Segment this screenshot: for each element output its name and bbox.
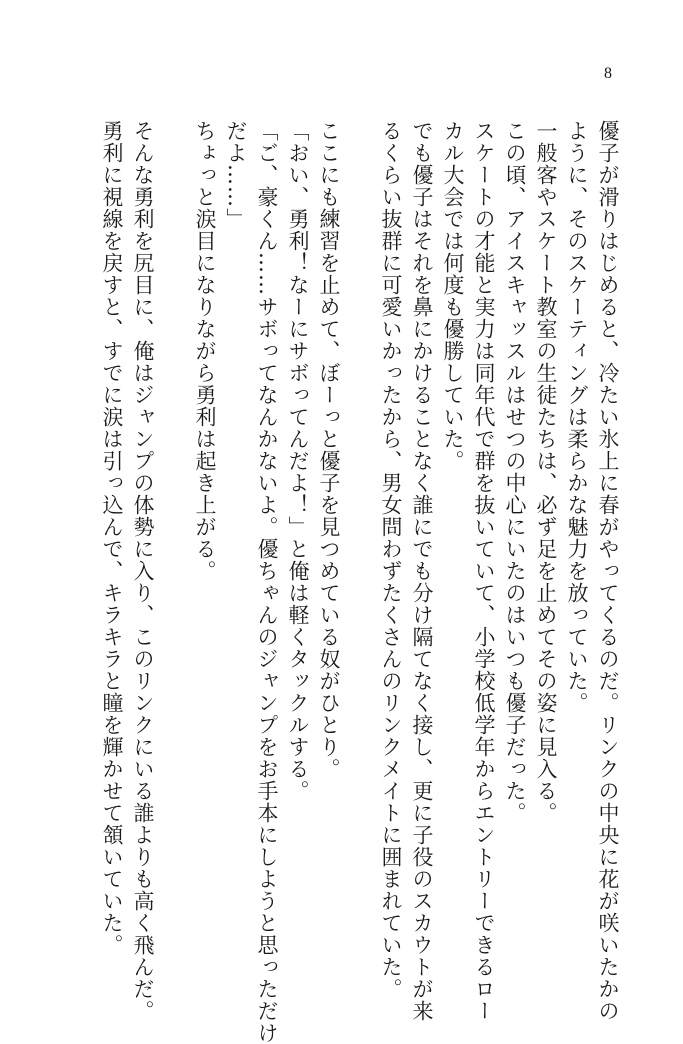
text-line: そんな勇利を尻目に、俺はジャンプの体勢に入り、このリンクにいる誰よりも高く飛んだ。	[131, 120, 155, 1022]
text-line: 一般客やスケート教室の生徒たちは、必ず足を止めてその姿に見入る。	[534, 120, 558, 824]
vertical-text-body	[96, 120, 623, 1044]
text-line: ここにも練習を止めて、ぼーっと優子を見つめている奴がひとり。	[317, 120, 341, 780]
blank-line	[344, 120, 375, 980]
text-line: ちょっと涙目になりながら勇利は起き上がる。	[193, 120, 217, 582]
text-line: カル大会では何度も優勝していた。	[441, 120, 465, 472]
text-line: 勇利に視線を戻すと、すでに涙は引っ込んで、キラキラと瞳を輝かせて頷いていた。	[100, 120, 124, 956]
text-line: 優子が滑りはじめると、冷たい氷上に春がやってくるのだ。リンクの中央に花が咲いたかの	[596, 120, 620, 1022]
text-line: 「おい、勇利！なーにサボってんだよ！」と俺は軽くタックルする。	[286, 120, 310, 802]
blank-line	[158, 120, 189, 980]
page-number: 8	[604, 65, 612, 82]
text-line: この頃、アイスキャッスルはせつの中心にいたのはいつも優子だった。	[503, 120, 527, 824]
text-line: ように、そのスケーティングは柔らかな魅力を放っていた。	[565, 120, 589, 714]
text-line: るくらい抜群に可愛いかったから、男女問わずたくさんのリンクメイトに囲まれていた。	[379, 120, 403, 1000]
text-line: スケートの才能と実力は同年代で群を抜いていて、小学校低学年からエントリーできるロー	[472, 120, 496, 1022]
text-line: でも優子はそれを鼻にかけることなく誰にでも分け隔てなく接し、更に子役のスカウトが来	[410, 120, 434, 1022]
text-line: だよ……」	[224, 120, 248, 230]
text-line: 「ご、豪くん……サボってなんかないよ。優ちゃんのジャンプをお手本にしようと思っただけ	[255, 120, 279, 1044]
